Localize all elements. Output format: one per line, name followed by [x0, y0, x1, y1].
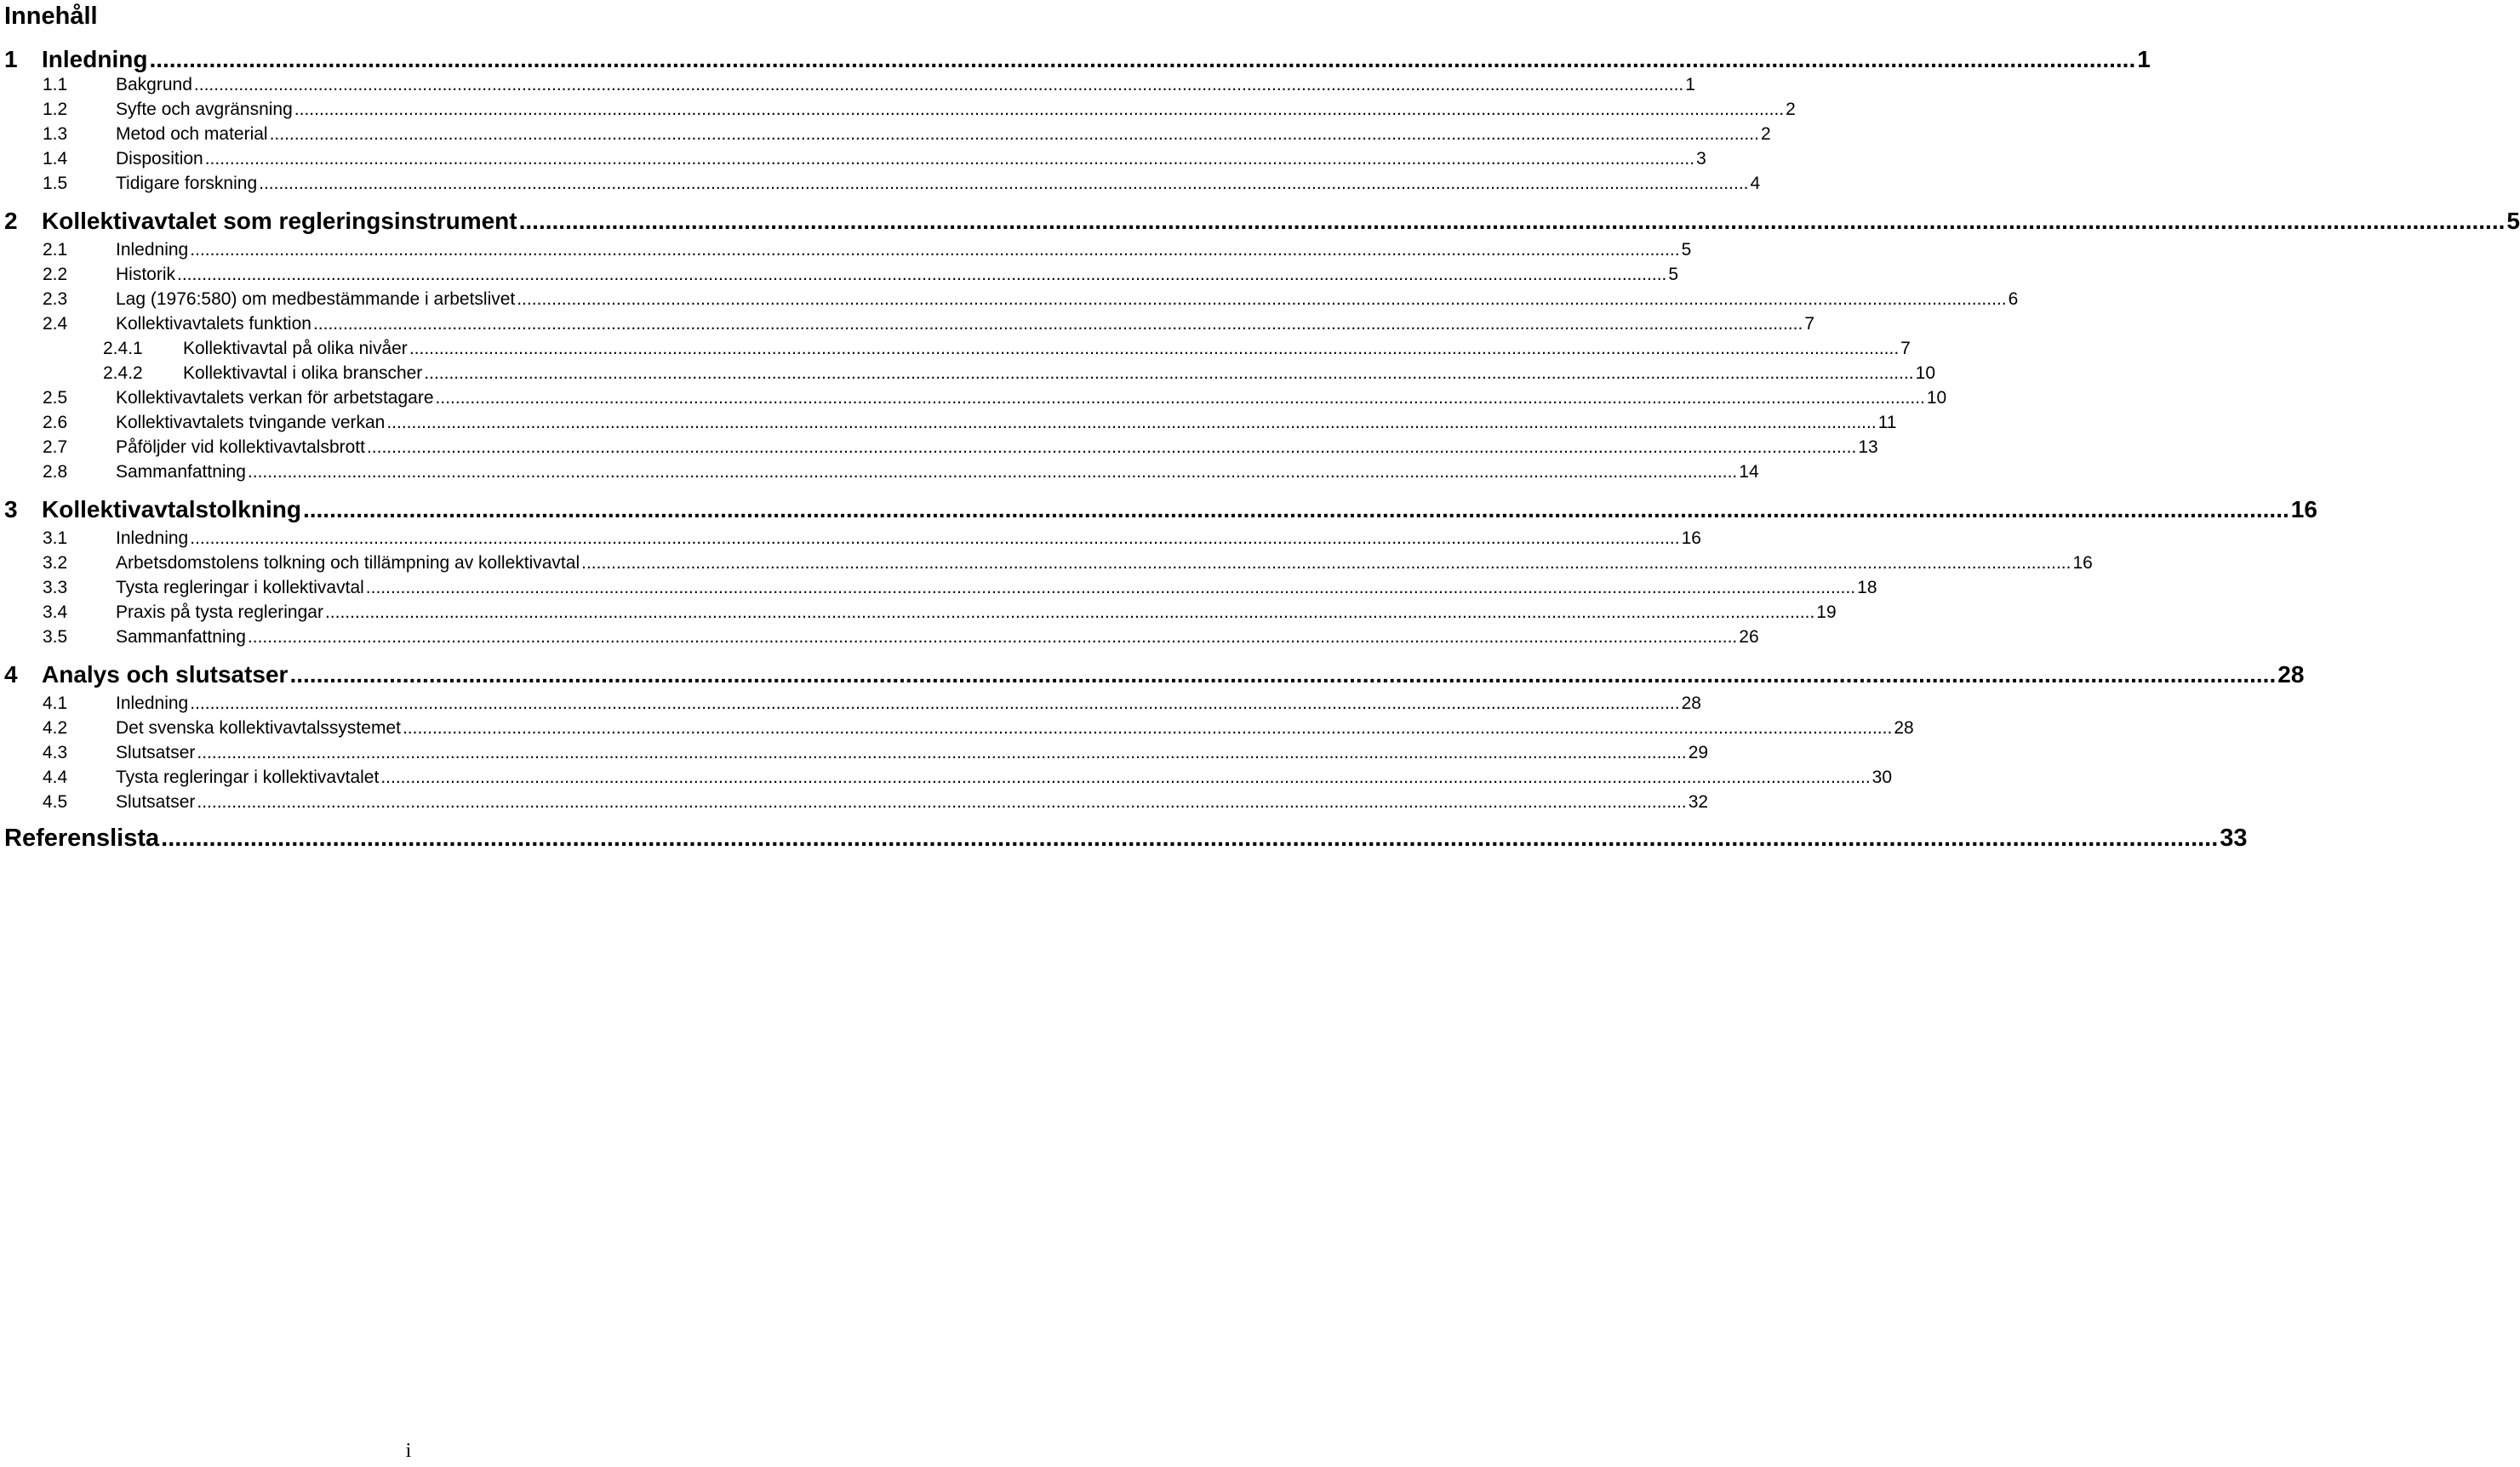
dot-leader: ............................................................................................................................................................................................................................................................................................................ [190, 528, 1680, 548]
toc-entry[interactable] [0, 625, 1759, 649]
toc-entry-title: Disposition [116, 149, 203, 168]
toc-entry[interactable] [0, 691, 1701, 716]
dot-leader: ............................................................................................................................................................................................................................................................................................................ [204, 149, 1695, 168]
toc-entry-number: 3.4 [43, 602, 68, 622]
toc-entry-number: 3.5 [43, 627, 68, 647]
toc-entry-page: 6 [2008, 289, 2019, 309]
toc-entry[interactable] [0, 658, 2305, 692]
dot-leader: ............................................................................................................................................................................................................................................................................................................ [402, 718, 1893, 738]
toc-entry-number: 2.4.1 [103, 339, 143, 358]
page-title: Innehåll [4, 3, 98, 30]
toc-entry-number: 4.4 [43, 768, 68, 787]
dot-leader: ............................................................................................................................................................................................................................................................................................................ [197, 743, 1687, 762]
dot-leader: ............................................................................................................................................................................................................................................................................................................ [247, 627, 1738, 647]
toc-entry-page: 3 [1696, 149, 1706, 168]
toc-entry[interactable] [0, 435, 1878, 460]
dot-leader: ............................................................................................................................................................................................................................................................................................................ [518, 208, 2506, 234]
dot-leader: ............................................................................................................................................................................................................................................................................................................ [259, 174, 1749, 193]
toc-entry-page: 5 [1681, 240, 1692, 260]
toc-entry-number: 2.5 [43, 388, 68, 408]
toc-entry-page: 29 [1688, 743, 1709, 762]
dot-leader: ............................................................................................................................................................................................................................................................................................................ [289, 661, 2277, 688]
toc-entry-page: 16 [1681, 528, 1701, 548]
toc-entry-page: 5 [2506, 208, 2520, 234]
toc-entry-page: 11 [1877, 413, 1897, 432]
toc-entry-title: Det svenska kollektivavtalssystemet [116, 718, 401, 738]
toc-entry-number: 2.4.2 [103, 363, 143, 383]
dot-leader: ............................................................................................................................................................................................................................................................................................................ [294, 100, 1785, 119]
dot-leader: ............................................................................................................................................................................................................................................................................................................ [435, 388, 1925, 408]
dot-leader: ............................................................................................................................................................................................................................................................................................................ [365, 578, 1856, 597]
page-number: i [405, 1440, 412, 1462]
toc-entry-number: 4 [4, 661, 18, 688]
toc-entry-title: Kollektivavtal på olika nivåer [183, 339, 408, 358]
toc-entry[interactable] [0, 262, 1679, 287]
toc-entry-page: 1 [1685, 75, 1695, 94]
toc-entry-page: 4 [1750, 174, 1761, 193]
toc-entry[interactable] [0, 575, 1877, 600]
toc-entry-title: Kollektivavtalet som regleringsinstrument [42, 208, 517, 234]
dot-leader: ............................................................................................................................................................................................................................................................................................................ [581, 553, 2071, 573]
toc-entry[interactable] [0, 237, 1692, 262]
toc-entry[interactable] [0, 146, 1706, 171]
toc-entry-number: 4.3 [43, 743, 68, 762]
toc-entry-page: 1 [2137, 46, 2151, 72]
toc-entry-number: 2.7 [43, 437, 68, 457]
toc-entry-page: 19 [1816, 602, 1837, 622]
toc-entry-number: 4.5 [43, 792, 68, 812]
dot-leader: ............................................................................................................................................................................................................................................................................................................ [324, 602, 1815, 622]
toc-entry-title: Tysta regleringar i kollektivavtalet [116, 768, 380, 787]
toc-entry-title: Sammanfattning [116, 462, 246, 482]
toc-entry-title: Tysta regleringar i kollektivavtal [116, 578, 364, 597]
dot-leader: ............................................................................................................................................................................................................................................................................................................ [190, 240, 1680, 260]
toc-entry[interactable] [0, 551, 2093, 575]
toc-entry-title: Slutsatser [116, 743, 196, 762]
toc-entry-number: 2.8 [43, 462, 68, 482]
toc-entry-page: 28 [2277, 661, 2305, 688]
toc-entry-number: 2.4 [43, 314, 68, 334]
toc-entry-title: Kollektivavtalstolkning [42, 496, 301, 522]
toc-entry[interactable] [0, 410, 1897, 435]
toc-entry-number: 1 [4, 46, 18, 72]
toc-entry[interactable] [0, 361, 1935, 385]
toc-entry-number: 3.1 [43, 528, 68, 548]
toc-entry-number: 4.1 [43, 694, 68, 713]
dot-leader: ............................................................................................................................................................................................................................................................................................................ [424, 363, 1914, 383]
toc-entry-title: Historik [116, 265, 176, 284]
toc-entry-title: Tidigare forskning [116, 174, 258, 193]
toc-entry-page: 7 [1900, 339, 1911, 358]
toc-entry-page: 10 [1915, 363, 1935, 383]
toc-entry-page: 33 [2220, 825, 2248, 852]
toc-entry[interactable] [0, 821, 2248, 855]
toc-entry-page: 16 [2072, 553, 2093, 573]
toc-entry-title: Inledning [116, 528, 189, 548]
toc-entry-page: 30 [1871, 768, 1893, 787]
dot-leader: ............................................................................................................................................................................................................................................................................................................ [190, 694, 1680, 713]
toc-entry-title: Inledning [116, 240, 189, 260]
toc-entry-title: Sammanfattning [116, 627, 246, 647]
toc-entry[interactable] [0, 311, 1814, 336]
toc-entry-number: 1.4 [43, 149, 68, 168]
toc-entry[interactable] [0, 716, 1914, 740]
toc-entry-page: 2 [1760, 124, 1771, 144]
toc-entry-number: 4.2 [43, 718, 68, 738]
toc-entry-title: Slutsatser [116, 792, 196, 812]
dot-leader: ............................................................................................................................................................................................................................................................................................................ [177, 265, 1667, 284]
toc-entry-page: 10 [1926, 388, 1947, 408]
toc-entry-page: 28 [1681, 694, 1701, 713]
toc-entry-number: 2.3 [43, 289, 68, 309]
toc-entry-number: 1.2 [43, 100, 68, 119]
toc-entry-title: Påföljder vid kollektivavtalsbrott [116, 437, 365, 457]
toc-entry-page: 18 [1857, 578, 1877, 597]
toc-entry[interactable] [0, 72, 1695, 97]
toc-entry[interactable] [0, 740, 1709, 765]
dot-leader: ............................................................................................................................................................................................................................................................................................................ [269, 124, 1759, 144]
toc-entry[interactable] [0, 385, 1947, 410]
toc-entry[interactable] [0, 336, 1911, 361]
toc-entry-page: 32 [1688, 792, 1709, 812]
dot-leader: ............................................................................................................................................................................................................................................................................................................ [386, 413, 1877, 432]
toc-entry-title: Analys och slutsatser [42, 661, 289, 688]
toc-entry-number: 2 [4, 208, 18, 234]
toc-entry-title: Syfte och avgränsning [116, 100, 293, 119]
dot-leader: ............................................................................................................................................................................................................................................................................................................ [247, 462, 1738, 482]
toc-entry-title: Inledning [42, 46, 148, 72]
toc-entry[interactable] [0, 460, 1759, 484]
dot-leader: ............................................................................................................................................................................................................................................................................................................ [366, 437, 1857, 457]
toc-entry[interactable] [0, 526, 1701, 551]
toc-entry-page: 2 [1786, 100, 1796, 119]
toc-entry[interactable] [0, 43, 2151, 77]
toc-entry-page: 13 [1858, 437, 1878, 457]
toc-entry-page: 7 [1804, 314, 1814, 334]
dot-leader: ............................................................................................................................................................................................................................................................................................................ [312, 314, 1803, 334]
dot-leader: ............................................................................................................................................................................................................................................................................................................ [149, 46, 2136, 72]
toc-entry-title: Praxis på tysta regleringar [116, 602, 323, 622]
toc-entry-number: 3.3 [43, 578, 68, 597]
toc-entry-page: 16 [2290, 496, 2317, 522]
dot-leader: ............................................................................................................................................................................................................................................................................................................ [409, 339, 1900, 358]
toc-entry-title: Kollektivavtalets tvingande verkan [116, 413, 386, 432]
toc-entry-title: Arbetsdomstolens tolkning och tillämpning av kollektivavtal [116, 553, 580, 573]
toc-entry-title: Referenslista [4, 825, 160, 852]
toc-entry[interactable] [0, 97, 1796, 122]
dot-leader: ............................................................................................................................................................................................................................................................................................................ [517, 289, 2007, 309]
toc-entry-number: 2.1 [43, 240, 68, 260]
dot-leader: ............................................................................................................................................................................................................................................................................................................ [193, 75, 1684, 94]
toc-entry-number: 2.2 [43, 265, 68, 284]
toc-entry-number: 1.3 [43, 124, 68, 144]
toc-entry-title: Bakgrund [116, 75, 192, 94]
toc-entry[interactable] [0, 790, 1709, 814]
toc-entry-page: 26 [1739, 627, 1759, 647]
toc-entry[interactable] [0, 287, 2019, 311]
dot-leader: ............................................................................................................................................................................................................................................................................................................ [197, 792, 1687, 812]
toc-entry-number: 1.5 [43, 174, 68, 193]
toc-entry-page: 28 [1894, 718, 1914, 738]
toc-entry-title: Kollektivavtal i olika branscher [183, 363, 423, 383]
toc-entry[interactable] [0, 171, 1761, 196]
toc-entry-number: 3 [4, 496, 18, 522]
toc-entry-title: Kollektivavtalets funktion [116, 314, 311, 334]
toc-entry-number: 1.1 [43, 75, 68, 94]
toc-entry-number: 2.6 [43, 413, 68, 432]
toc-entry-page: 5 [1668, 265, 1679, 284]
toc-entry-number: 3.2 [43, 553, 68, 573]
toc-entry-title: Lag (1976:580) om medbestämmande i arbetslivet [116, 289, 516, 309]
toc-entry[interactable] [0, 765, 1893, 790]
dot-leader: ............................................................................................................................................................................................................................................................................................................ [380, 768, 1871, 787]
toc-entry-title: Kollektivavtalets verkan för arbetstagare [116, 388, 434, 408]
toc-entry-title: Inledning [116, 694, 189, 713]
toc-entry[interactable] [0, 204, 2520, 238]
dot-leader: ............................................................................................................................................................................................................................................................................................................ [161, 825, 2219, 852]
toc-entry-title: Metod och material [116, 124, 268, 144]
toc-entry[interactable] [0, 122, 1771, 146]
toc-entry[interactable] [0, 493, 2317, 527]
dot-leader: ............................................................................................................................................................................................................................................................................................................ [302, 496, 2289, 522]
toc-entry[interactable] [0, 600, 1837, 625]
toc-entry-page: 14 [1739, 462, 1759, 482]
